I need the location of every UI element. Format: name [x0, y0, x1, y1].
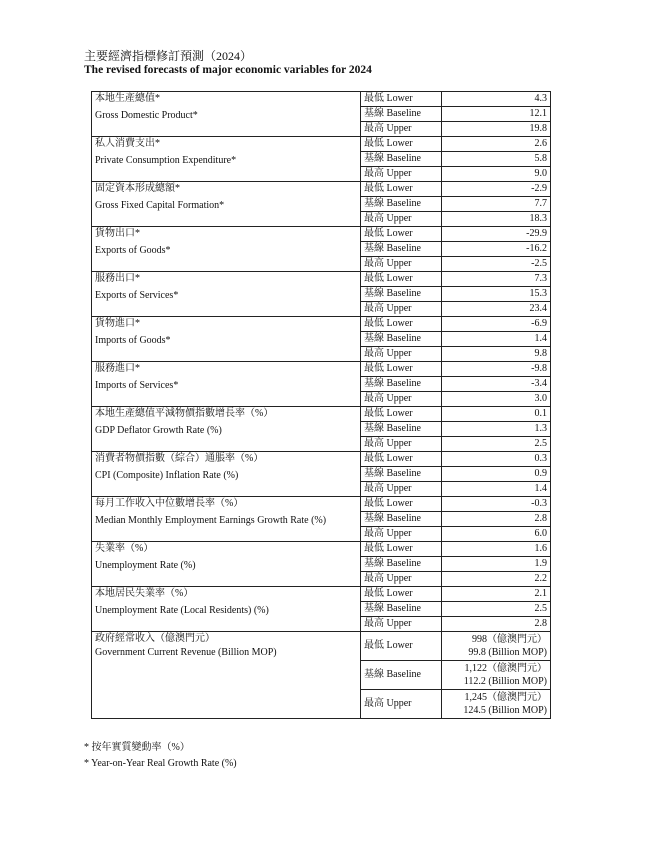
scenario-label-lower: 最低 Lower	[361, 452, 442, 467]
indicator-name-chinese: 消費者物價指數（綜合）通脹率（%）	[95, 453, 264, 464]
scenario-label-lower: 最低 Lower	[361, 407, 442, 422]
forecast-value-upper: 9.8	[442, 347, 551, 362]
scenario-label-lower: 最低 Lower	[361, 92, 442, 107]
scenario-label-lower: 最低 Lower	[361, 272, 442, 287]
indicator-name-cell	[92, 317, 361, 362]
scenario-label-upper: 最高 Upper	[361, 212, 442, 227]
indicator-name-chinese: 私人消費支出*	[95, 138, 160, 149]
footnote-chinese: * 按年實質變動率（%）	[84, 742, 190, 753]
forecast-value-baseline: 15.3	[442, 287, 551, 302]
indicator-name-chinese: 服務進口*	[95, 363, 140, 374]
forecast-value-lower: -0.3	[442, 497, 551, 512]
indicator-name-english: Government Current Revenue (Billion MOP)	[95, 647, 277, 658]
indicator-name-english: Imports of Services*	[95, 380, 179, 391]
revenue-value-mop-chinese: 1,122（億澳門元）	[464, 663, 547, 674]
forecast-value-baseline: 2.5	[442, 602, 551, 617]
table-row	[92, 632, 551, 661]
forecast-value-lower: -9.8	[442, 362, 551, 377]
indicator-name-chinese: 貨物出口*	[95, 228, 140, 239]
indicator-name-english: Unemployment Rate (Local Residents) (%)	[95, 605, 269, 616]
scenario-label-upper: 最高 Upper	[361, 527, 442, 542]
indicator-name-english: Unemployment Rate (%)	[95, 560, 196, 571]
scenario-label-baseline: 基線 Baseline	[361, 287, 442, 302]
forecast-value-upper: 1.4	[442, 482, 551, 497]
forecast-value-lower: 2.6	[442, 137, 551, 152]
table-row	[92, 542, 551, 557]
table-row	[92, 272, 551, 287]
scenario-label-baseline: 基線 Baseline	[361, 422, 442, 437]
indicator-name-cell	[92, 542, 361, 587]
indicator-name-cell	[92, 272, 361, 317]
scenario-label-lower: 最低 Lower	[361, 497, 442, 512]
indicator-name-cell	[92, 632, 361, 719]
indicator-name-chinese: 貨物進口*	[95, 318, 140, 329]
indicator-name-cell	[92, 452, 361, 497]
footnotes	[84, 740, 237, 772]
scenario-label-upper: 最高 Upper	[361, 482, 442, 497]
forecast-value-upper: 2.5	[442, 437, 551, 452]
table-row	[92, 407, 551, 422]
indicator-name-chinese: 每月工作收入中位數增長率（%）	[95, 498, 244, 509]
forecast-value-baseline: 1.4	[442, 332, 551, 347]
scenario-label-baseline: 基線 Baseline	[361, 242, 442, 257]
revenue-value-baseline	[442, 661, 551, 690]
indicator-name-cell	[92, 407, 361, 452]
indicator-name-english: CPI (Composite) Inflation Rate (%)	[95, 470, 239, 481]
scenario-label-upper: 最高 Upper	[361, 690, 442, 719]
scenario-label-baseline: 基線 Baseline	[361, 661, 442, 690]
forecast-value-lower: 4.3	[442, 92, 551, 107]
scenario-label-baseline: 基線 Baseline	[361, 512, 442, 527]
indicator-name-english: Exports of Goods*	[95, 245, 171, 256]
indicator-name-english: GDP Deflator Growth Rate (%)	[95, 425, 222, 436]
indicator-name-english: Imports of Goods*	[95, 335, 171, 346]
revenue-value-mop-english: 99.8 (Billion MOP)	[468, 647, 547, 658]
scenario-label-baseline: 基線 Baseline	[361, 197, 442, 212]
forecast-value-baseline: 7.7	[442, 197, 551, 212]
indicator-name-chinese: 固定資本形成總額*	[95, 183, 180, 194]
scenario-label-upper: 最高 Upper	[361, 122, 442, 137]
indicator-name-english: Exports of Services*	[95, 290, 179, 301]
revenue-value-mop-chinese: 1,245（億澳門元）	[464, 692, 547, 703]
indicator-name-chinese: 本地生產總值*	[95, 93, 160, 104]
forecast-value-upper: 18.3	[442, 212, 551, 227]
forecast-table	[91, 91, 551, 719]
page-title-english: The revised forecasts of major economic variables for 2024	[84, 64, 372, 76]
forecast-value-baseline: 0.9	[442, 467, 551, 482]
indicator-name-chinese: 本地居民失業率（%）	[95, 588, 194, 599]
scenario-label-upper: 最高 Upper	[361, 257, 442, 272]
indicator-name-chinese: 政府經常收入（億澳門元）	[95, 633, 215, 644]
indicator-name-cell	[92, 362, 361, 407]
forecast-value-lower: -2.9	[442, 182, 551, 197]
forecast-value-upper: 19.8	[442, 122, 551, 137]
forecast-value-lower: 2.1	[442, 587, 551, 602]
forecast-value-upper: 2.8	[442, 617, 551, 632]
scenario-label-lower: 最低 Lower	[361, 182, 442, 197]
revenue-value-mop-english: 124.5 (Billion MOP)	[463, 705, 547, 716]
scenario-label-baseline: 基線 Baseline	[361, 332, 442, 347]
table-row	[92, 317, 551, 332]
indicator-name-cell	[92, 92, 361, 137]
table-row	[92, 227, 551, 242]
indicator-name-cell	[92, 182, 361, 227]
forecast-value-lower: 0.1	[442, 407, 551, 422]
indicator-name-english: Private Consumption Expenditure*	[95, 155, 237, 166]
forecast-value-lower: -6.9	[442, 317, 551, 332]
forecast-value-lower: 0.3	[442, 452, 551, 467]
forecast-value-baseline: 1.9	[442, 557, 551, 572]
scenario-label-lower: 最低 Lower	[361, 632, 442, 661]
indicator-name-english: Gross Domestic Product*	[95, 110, 198, 121]
revenue-value-upper	[442, 690, 551, 719]
forecast-value-upper: 2.2	[442, 572, 551, 587]
forecast-value-upper: 6.0	[442, 527, 551, 542]
scenario-label-lower: 最低 Lower	[361, 137, 442, 152]
scenario-label-baseline: 基線 Baseline	[361, 557, 442, 572]
scenario-label-upper: 最高 Upper	[361, 572, 442, 587]
scenario-label-baseline: 基線 Baseline	[361, 602, 442, 617]
scenario-label-upper: 最高 Upper	[361, 347, 442, 362]
table-row	[92, 452, 551, 467]
indicator-name-chinese: 本地生產總值平減物價指數增長率（%）	[95, 408, 274, 419]
footnote-english: * Year-on-Year Real Growth Rate (%)	[84, 758, 237, 769]
forecast-value-baseline: 12.1	[442, 107, 551, 122]
forecast-value-lower: 7.3	[442, 272, 551, 287]
scenario-label-lower: 最低 Lower	[361, 227, 442, 242]
forecast-value-baseline: 2.8	[442, 512, 551, 527]
forecast-value-lower: -29.9	[442, 227, 551, 242]
scenario-label-lower: 最低 Lower	[361, 542, 442, 557]
forecast-value-upper: 23.4	[442, 302, 551, 317]
forecast-value-upper: 9.0	[442, 167, 551, 182]
table-row	[92, 587, 551, 602]
scenario-label-lower: 最低 Lower	[361, 362, 442, 377]
indicator-name-chinese: 失業率（%）	[95, 543, 154, 554]
table-row	[92, 137, 551, 152]
forecast-value-baseline: -3.4	[442, 377, 551, 392]
table-row	[92, 182, 551, 197]
scenario-label-upper: 最高 Upper	[361, 302, 442, 317]
scenario-label-baseline: 基線 Baseline	[361, 107, 442, 122]
forecast-value-upper: 3.0	[442, 392, 551, 407]
scenario-label-upper: 最高 Upper	[361, 617, 442, 632]
scenario-label-lower: 最低 Lower	[361, 587, 442, 602]
forecast-value-baseline: 5.8	[442, 152, 551, 167]
scenario-label-upper: 最高 Upper	[361, 437, 442, 452]
indicator-name-english: Median Monthly Employment Earnings Growth Rate (%)	[95, 515, 327, 526]
forecast-value-upper: -2.5	[442, 257, 551, 272]
forecast-value-lower: 1.6	[442, 542, 551, 557]
scenario-label-baseline: 基線 Baseline	[361, 152, 442, 167]
table-row	[92, 497, 551, 512]
scenario-label-baseline: 基線 Baseline	[361, 377, 442, 392]
revenue-value-lower	[442, 632, 551, 661]
forecast-value-baseline: -16.2	[442, 242, 551, 257]
indicator-name-cell	[92, 227, 361, 272]
forecast-value-baseline: 1.3	[442, 422, 551, 437]
indicator-name-cell	[92, 497, 361, 542]
scenario-label-baseline: 基線 Baseline	[361, 467, 442, 482]
scenario-label-upper: 最高 Upper	[361, 392, 442, 407]
indicator-name-cell	[92, 137, 361, 182]
revenue-value-mop-english: 112.2 (Billion MOP)	[463, 676, 547, 687]
scenario-label-lower: 最低 Lower	[361, 317, 442, 332]
indicator-name-english: Gross Fixed Capital Formation*	[95, 200, 225, 211]
indicator-name-cell	[92, 587, 361, 632]
indicator-name-chinese: 服務出口*	[95, 273, 140, 284]
revenue-value-mop-chinese: 998（億澳門元）	[472, 634, 547, 645]
table-row	[92, 362, 551, 377]
table-row	[92, 92, 551, 107]
scenario-label-upper: 最高 Upper	[361, 167, 442, 182]
page-title-chinese: 主要經濟指標修訂預測（2024）	[84, 49, 253, 63]
